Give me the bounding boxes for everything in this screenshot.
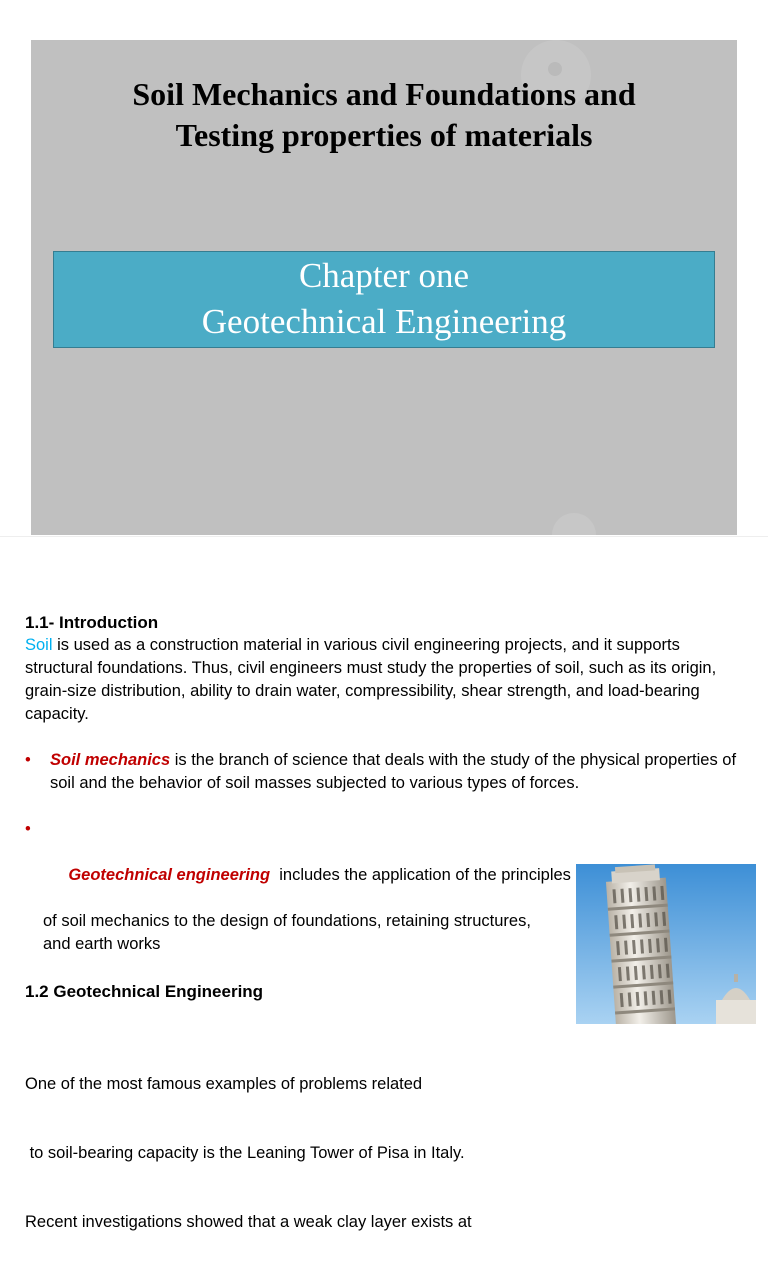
document-body <box>25 611 745 1280</box>
defined-term: Geotechnical engineering <box>68 866 271 884</box>
paragraph-line: to soil-bearing capacity is the Leaning Tower of Pisa in Italy. <box>25 1144 465 1162</box>
paragraph-line: Recent investigations showed that a weak clay layer exists at <box>25 1213 472 1231</box>
section-heading: 1.1- Introduction <box>25 613 159 632</box>
section-heading: 1.2 Geotechnical Engineering <box>25 982 264 1001</box>
title-slide <box>31 40 737 535</box>
intro-paragraph <box>25 634 745 726</box>
slide-title-line: Soil Mechanics and Foundations and <box>132 76 636 112</box>
bullet-text-line: of soil mechanics to the design of foundations, retaining structures, <box>43 912 531 930</box>
bullet-text: is the branch of science that deals with the study of the physical properties of soil and the behavior of soil masses subjected to various types of forces. <box>50 751 737 792</box>
slide-title <box>31 74 737 156</box>
bullet-marker: • <box>25 751 31 769</box>
bullet-marker: • <box>25 820 31 838</box>
pisa-paragraph <box>25 1027 745 1280</box>
paragraph-line: One of the most famous examples of problems related <box>25 1075 423 1093</box>
bullet-text: includes the application of the principles <box>270 866 571 884</box>
slide-title-line: Testing properties of materials <box>175 117 593 153</box>
chapter-banner <box>53 251 715 348</box>
bullet-continuation <box>25 910 745 956</box>
paragraph-text: is used as a construction material in various civil engineering projects, and it supports structural foundations. Thus, civil engineers must study the properties of soil, such as its origin, grain-size distribution, ability to drain water, compressibility, shear strength, and load-bearing capacity. <box>25 636 717 723</box>
defined-term: Soil mechanics <box>50 751 171 769</box>
chapter-title: Geotechnical Engineering <box>201 302 567 341</box>
bullet-item <box>25 818 745 910</box>
bullet-text-line: and earth works <box>43 935 161 953</box>
decorative-circle <box>552 513 596 535</box>
highlighted-term: Soil <box>25 636 53 654</box>
page-divider <box>0 536 768 537</box>
chapter-number: Chapter one <box>298 256 470 295</box>
bullet-item <box>25 749 745 795</box>
